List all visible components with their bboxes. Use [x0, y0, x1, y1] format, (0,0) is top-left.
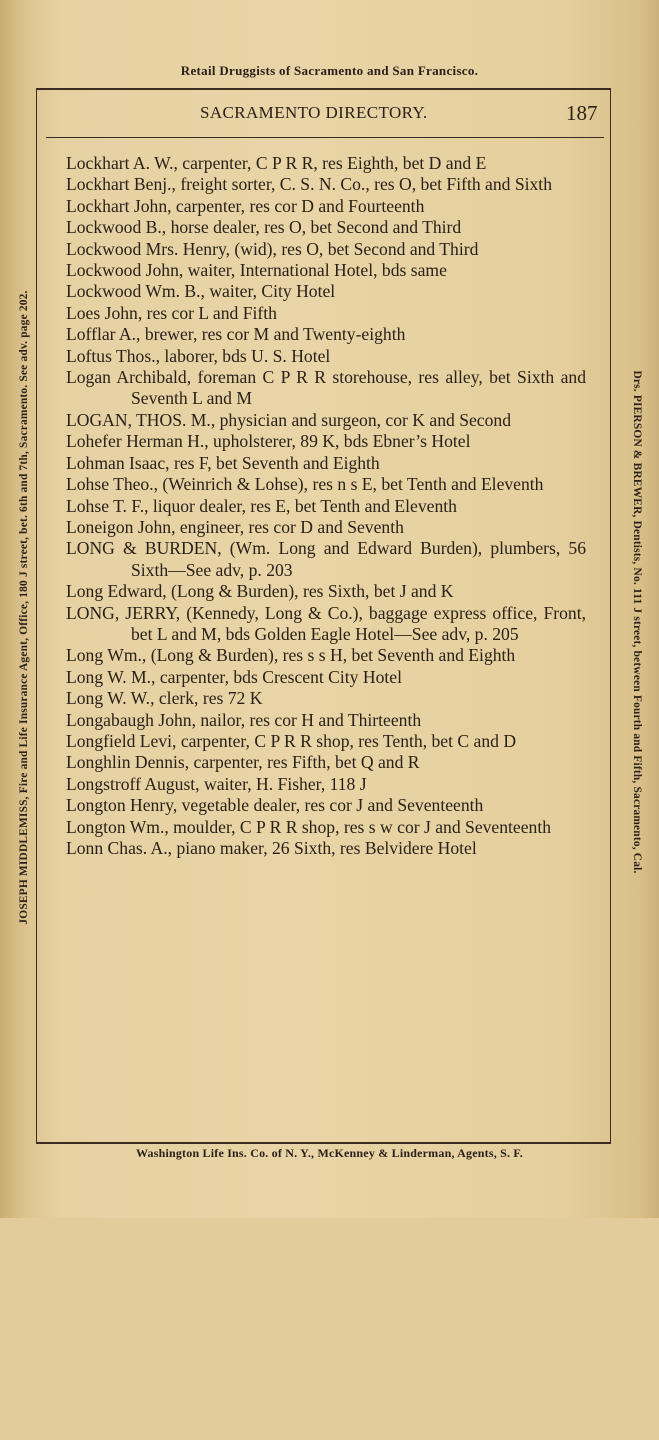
- directory-entry: Lockwood Wm. B., waiter, City Hotel: [66, 281, 336, 302]
- left-ad-text: JOSEPH MIDDLEMISS, Fire and Life Insurance Agent, Office, 180 J street, bet. 6th and 7th, Sacramento. See adv. page 202.: [18, 290, 30, 925]
- directory-entries: [66, 153, 586, 859]
- directory-entry: Lonn Chas. A., piano maker, 26 Sixth, res Belvidere Hotel: [66, 838, 477, 858]
- directory-entry: Long Wm., (Long & Burden), res s s H, bet Seventh and Eighth: [66, 645, 516, 666]
- directory-entry: Loftus Thos., laborer, bds U. S. Hotel: [66, 345, 331, 366]
- directory-entry: Longfield Levi, carpenter, C P R R shop, res Tenth, bet C and D: [66, 730, 517, 751]
- directory-entry: Longstroff August, waiter, H. Fisher, 118 J: [66, 773, 367, 794]
- left-margin-advertisement: [4, 0, 44, 1095]
- directory-entry: Lockwood B., horse dealer, res O, bet Second and Third: [66, 217, 462, 238]
- directory-entry: Lockhart A. W., carpenter, C P R R, res Eighth, bet D and E: [66, 153, 487, 173]
- directory-entry: Lohse Theo., (Weinrich & Lohse), res n s E, bet Tenth and Eleventh: [66, 474, 544, 495]
- directory-entry: Lohman Isaac, res F, bet Seventh and Eighth: [66, 452, 380, 473]
- page-number: 187: [566, 101, 598, 125]
- directory-entry: Loes John, res cor L and Fifth: [66, 302, 277, 323]
- directory-entry: Lockwood John, waiter, International Hotel, bds same: [66, 260, 447, 281]
- directory-entry: Long W. W., clerk, res 72 K: [66, 688, 263, 709]
- directory-entry: LONG, JERRY, (Kennedy, Long & Co.), baggage express office, Front, bet L and M, bds Golden Eagle Hotel—See adv, p. 205: [66, 602, 586, 644]
- directory-entry: Lockhart Benj., freight sorter, C. S. N. Co., res O, bet Fifth and Sixth: [66, 174, 552, 195]
- directory-entry: Lofflar A., brewer, res cor M and Twenty-eighth: [66, 324, 406, 345]
- directory-entry: Logan Archibald, foreman C P R R storehouse, res alley, bet Sixth and Seventh L and M: [66, 367, 586, 409]
- directory-entry: Loneigon John, engineer, res cor D and Seventh: [66, 516, 404, 537]
- right-margin-advertisement: [617, 222, 657, 1440]
- right-ad-text: Drs. PIERSON & BREWER, Dentists, No. 111 J street, between Fourth and Fifth, Sacramento, Cal.: [631, 370, 643, 874]
- header-rule: [46, 137, 604, 138]
- directory-entry: Lohefer Herman H., upholsterer, 89 K, bds Ebner’s Hotel: [66, 431, 471, 452]
- top-advertisement: Retail Druggists of Sacramento and San Francisco.: [180, 63, 479, 78]
- directory-entry: Longhlin Dennis, carpenter, res Fifth, bet Q and R: [66, 752, 420, 773]
- directory-entry: Long Edward, (Long & Burden), res Sixth, bet J and K: [66, 581, 454, 602]
- directory-entry: Lohse T. F., liquor dealer, res E, bet Tenth and Eleventh: [66, 495, 457, 516]
- directory-entry: Longton Wm., moulder, C P R R shop, res s w cor J and Seventeenth: [66, 816, 552, 837]
- directory-entry: LONG & BURDEN, (Wm. Long and Edward Burden), plumbers, 56 Sixth—See adv, p. 203: [66, 538, 586, 580]
- directory-entry: Longabaugh John, nailor, res cor H and Thirteenth: [66, 709, 422, 730]
- directory-entry: Long W. M., carpenter, bds Crescent City Hotel: [66, 666, 402, 687]
- directory-entry: Lockwood Mrs. Henry, (wid), res O, bet Second and Third: [66, 238, 479, 259]
- page-title: SACRAMENTO DIRECTORY.: [200, 103, 428, 122]
- bottom-advertisement: Washington Life Ins. Co. of N. Y., McKenney & Linderman, Agents, S. F.: [135, 1146, 524, 1160]
- directory-entry: Longton Henry, vegetable dealer, res cor J and Seventeenth: [66, 795, 484, 816]
- directory-entry: Lockhart John, carpenter, res cor D and Fourteenth: [66, 195, 425, 216]
- directory-entry: LOGAN, THOS. M., physician and surgeon, cor K and Second: [66, 409, 511, 430]
